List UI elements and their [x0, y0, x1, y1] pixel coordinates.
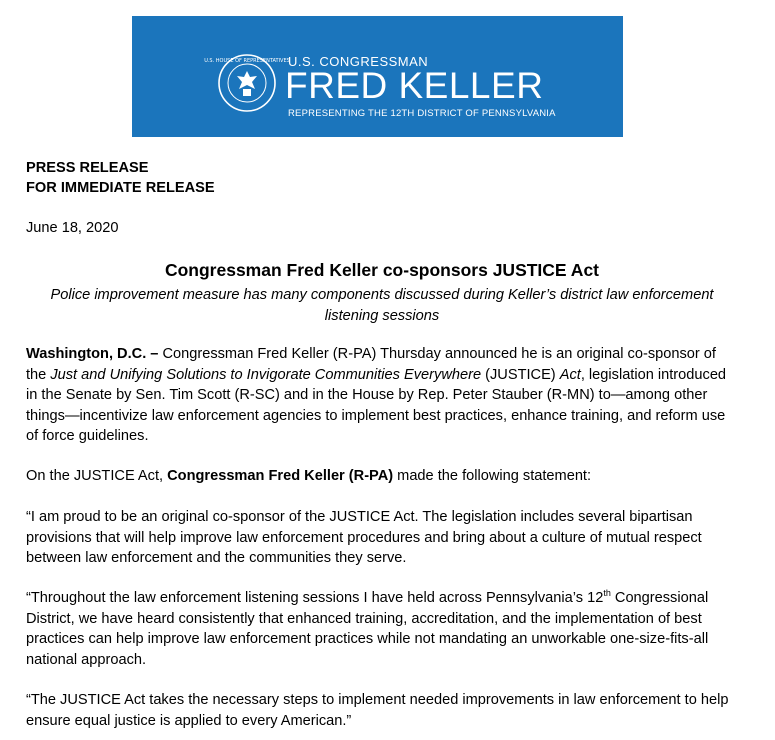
subtitle: Police improvement measure has many components discussed during Keller’s district law enforcement listening sessions: [50, 287, 714, 324]
banner-subtitle-bottom: REPRESENTING THE 12TH DISTRICT OF PENNSYLVANIA: [288, 108, 556, 119]
paragraph-2: On the JUSTICE Act, Congressman Fred Keller (R-PA) made the following statement:: [26, 468, 592, 484]
paragraph-4: “Throughout the law enforcement listening sessions I have held across Pennsylvania’s 12th Congressional District, we have heard consistently that enhanced training, accreditation, and the implementation of best practices can help improve law enforcement practices while not mandating an unworkable one-size-fits-all national approach.: [26, 588, 709, 668]
seal-text: U.S. HOUSE OF REPRESENTATIVES: [204, 58, 290, 64]
banner-subtitle-top: U.S. CONGRESSMAN: [288, 54, 429, 69]
release-date: June 18, 2020: [26, 220, 119, 236]
act-full-name: Just and Unifying Solutions to Invigorate Communities Everywhere: [50, 366, 482, 383]
press-release-label: PRESS RELEASE: [26, 160, 149, 176]
house-seal-icon: [204, 53, 290, 113]
paragraph-3: “I am proud to be an original co-sponsor of the JUSTICE Act. The legislation includes several bipartisan provisions that will help improve law enforcement procedures and bring about a culture of mutual respect between law enforcement and the communities they serve.: [26, 509, 702, 566]
dateline: Washington, D.C. –: [26, 346, 159, 362]
page-title: Congressman Fred Keller co-sponsors JUSTICE Act: [164, 260, 600, 280]
immediate-release-label: FOR IMMEDIATE RELEASE: [26, 180, 215, 196]
header-banner: [132, 16, 623, 137]
banner-name: FRED KELLER: [285, 65, 544, 106]
paragraph-5: “The JUSTICE Act takes the necessary steps to implement needed improvements in law enforcement to help ensure equal justice is applied to every American.”: [26, 692, 729, 729]
speaker-name: Congressman Fred Keller (R-PA): [167, 468, 394, 484]
paragraph-1: Washington, D.C. – Congressman Fred Keller (R-PA) Thursday announced he is an original co-sponsor of the Just and Unifying Solutions to Invigorate Communities Everywhere (JUSTICE) Act, legislation introduced in the Senate by Sen. Tim Scott (R-SC) and in the House by Rep. Peter Stauber (R-MN) to—among other things—incentivize law enforcement agencies to implement best practices, enhance training, and reform use of force guidelines.: [26, 346, 727, 444]
